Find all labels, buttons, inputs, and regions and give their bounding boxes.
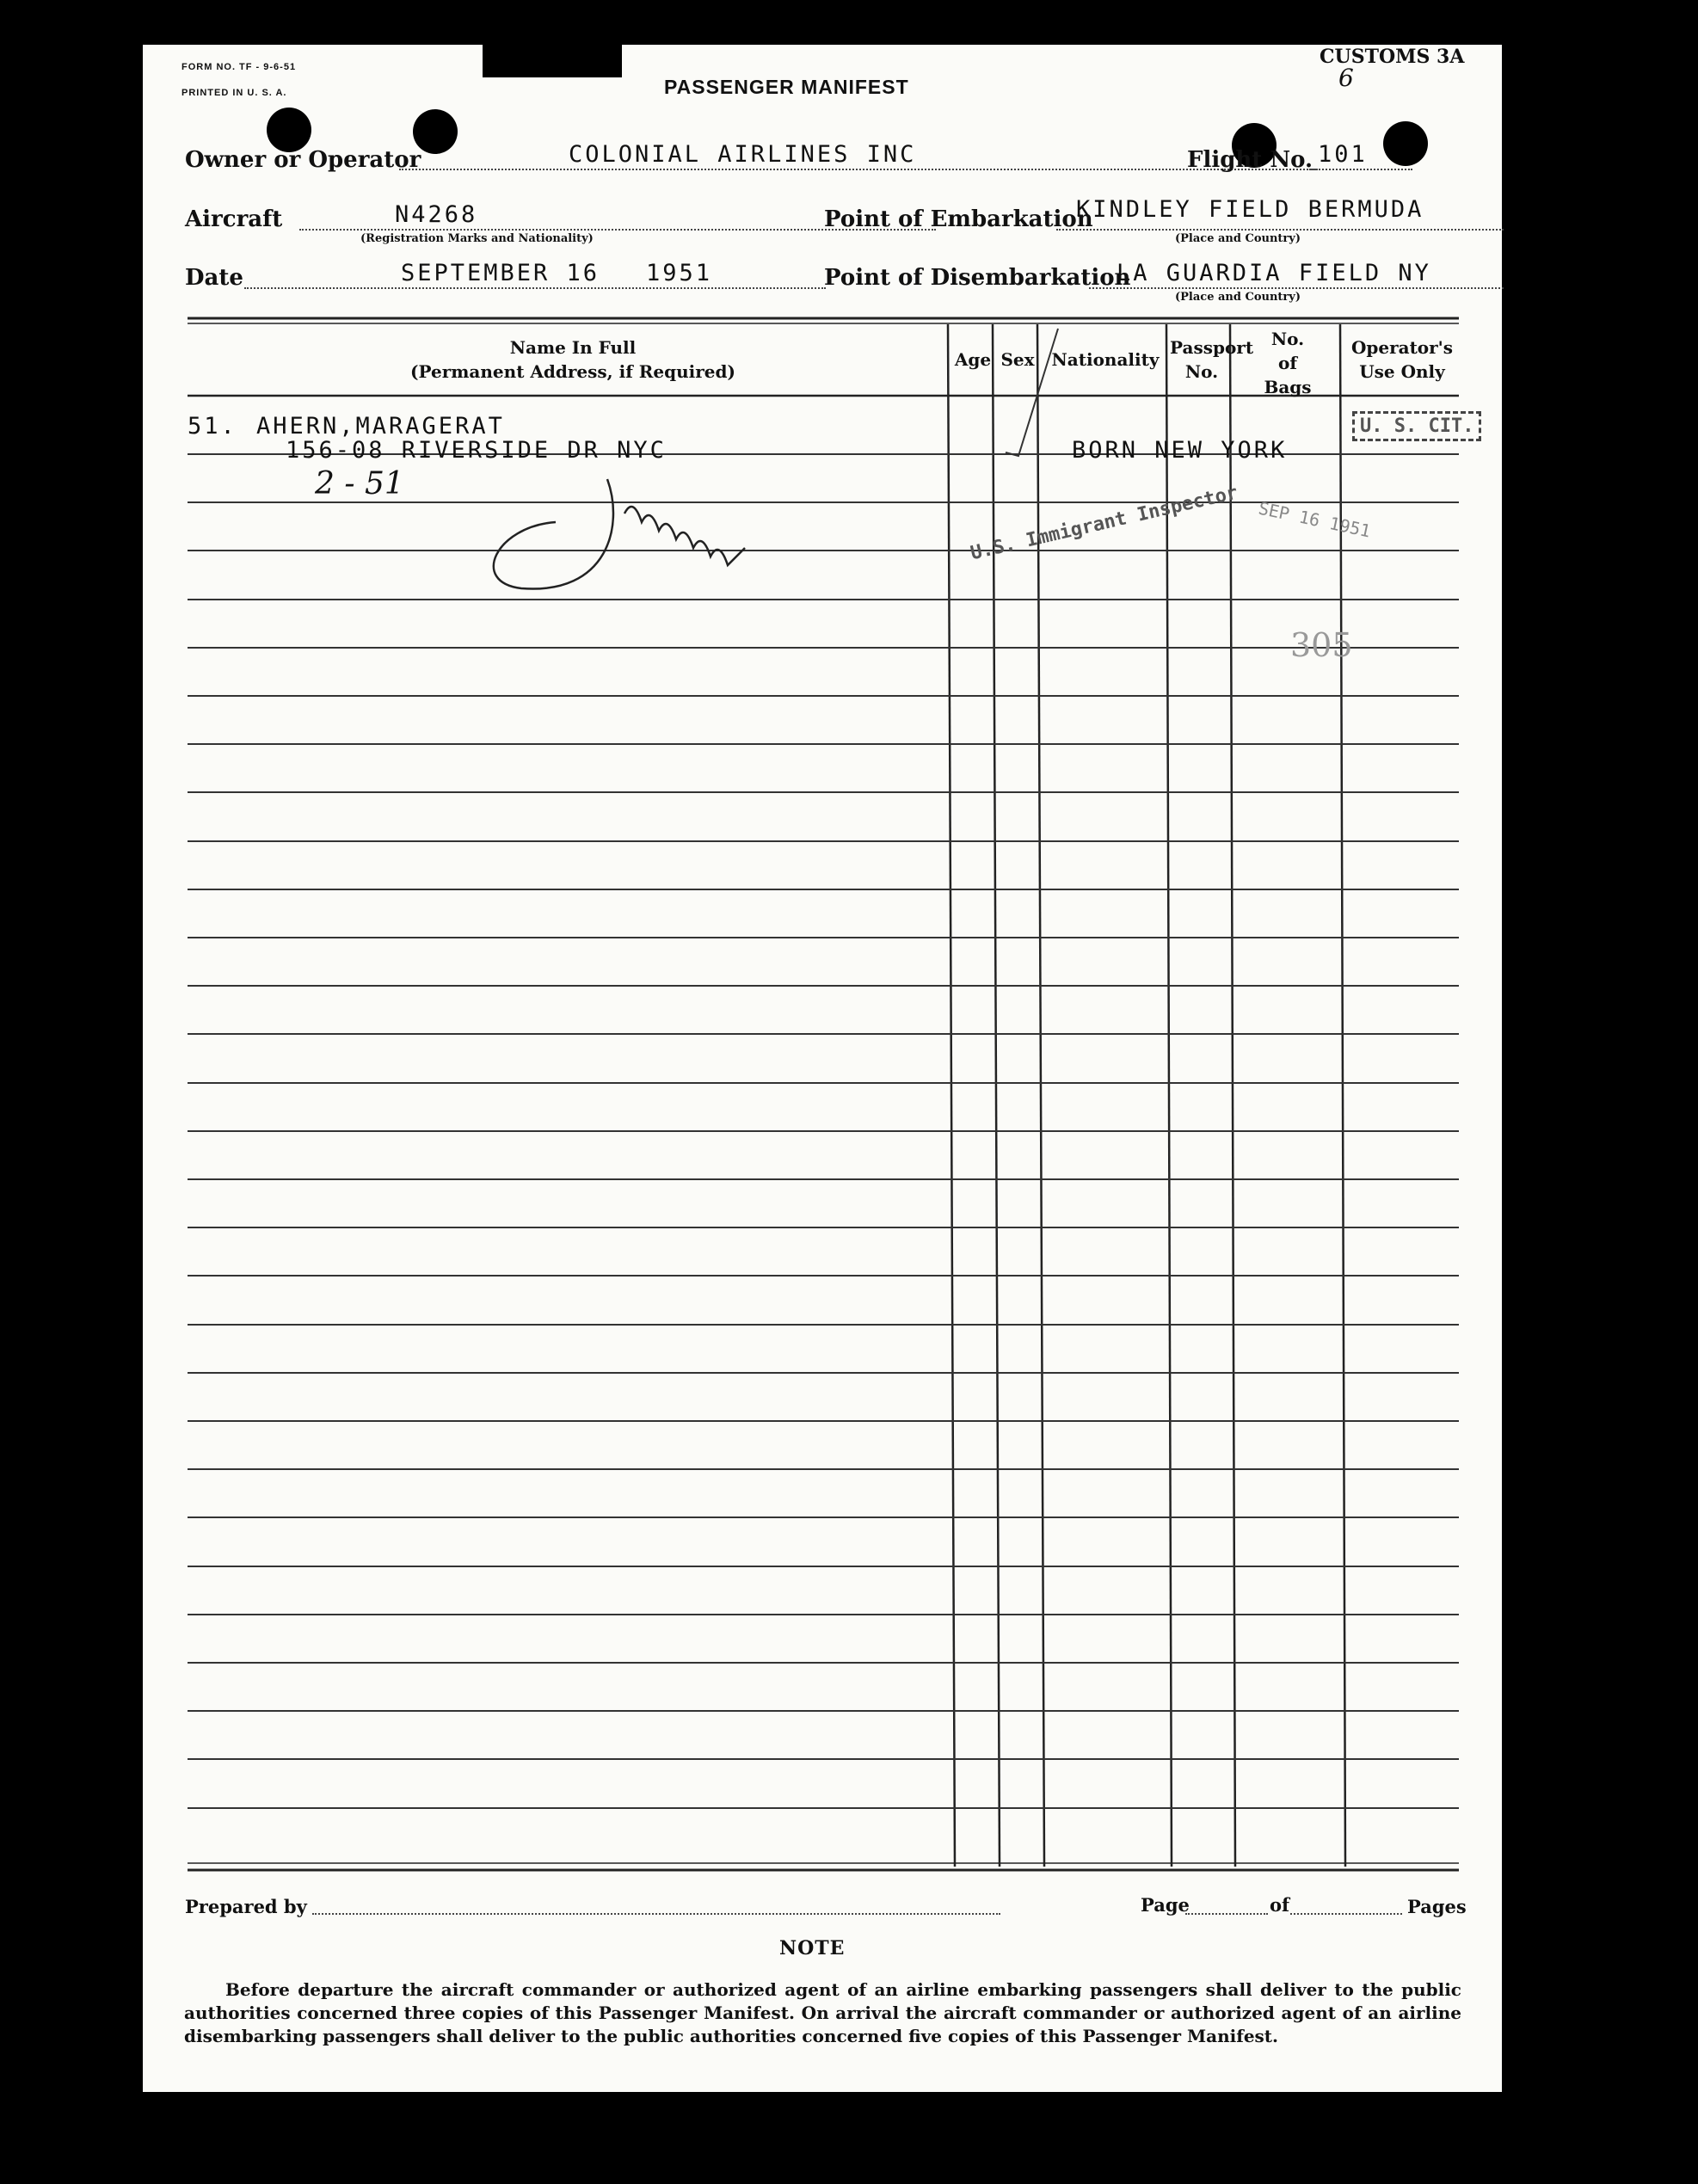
passenger-address: 156-08 RIVERSIDE DR NYC xyxy=(286,437,667,464)
flight-label: Flight No. xyxy=(1187,147,1313,173)
immigration-stamp-date: SEP 16 1951 xyxy=(1256,497,1373,542)
entry-number: 51. xyxy=(188,413,237,440)
disembark-caption: (Place and Country) xyxy=(1175,291,1301,304)
prepared-by-line xyxy=(312,1913,1000,1915)
immigration-stamp: U.S. Immigrant Inspector xyxy=(969,482,1240,565)
printed-in: PRINTED IN U. S. A. xyxy=(181,88,287,98)
date-year: 1951 xyxy=(646,260,713,286)
date-label: Date xyxy=(185,265,243,291)
page-line xyxy=(1185,1913,1268,1915)
of-label: of xyxy=(1270,1894,1290,1916)
handwritten-note: 2 - 51 xyxy=(315,466,404,501)
embark-caption: (Place and Country) xyxy=(1175,232,1301,245)
form-number: FORM NO. TF - 9-6-51 xyxy=(181,62,297,72)
page-title: PASSENGER MANIFEST xyxy=(664,76,909,98)
customs-form-id: CUSTOMS 3A xyxy=(1320,46,1465,68)
note-title: NOTE xyxy=(779,1937,846,1959)
manifest-page xyxy=(143,45,1502,2092)
aircraft-label: Aircraft xyxy=(185,206,283,232)
corner-mark: 6 xyxy=(1338,64,1354,92)
passenger-name: AHERN,MARAGERAT xyxy=(256,413,505,440)
page-label: Page xyxy=(1141,1894,1190,1916)
owner-label: Owner or Operator xyxy=(185,147,421,173)
nationality-column-header: Nationality xyxy=(1051,349,1160,370)
date-value: SEPTEMBER 16 xyxy=(401,260,600,286)
owner-value: COLONIAL AIRLINES INC xyxy=(569,141,917,168)
pages-label: Pages xyxy=(1407,1896,1467,1917)
note-text: Before departure the aircraft commander or authorized agent of an airline embarking passengers shall deliver to the public authorities concerned three copies of this Passenger Manifest. On arrival the aircraft commander or authorized agent of an airline disembarking passengers shall deliver to the public authorities concerned five copies of this Passenger Manifest. xyxy=(184,1979,1461,2046)
citizen-stamp: U. S. CIT. xyxy=(1352,411,1481,441)
operator-column-header: Operator's Use Only xyxy=(1350,337,1454,382)
sex-column-header: Sex xyxy=(1000,349,1035,370)
age-column-header: Age xyxy=(954,349,992,370)
prepared-by-label: Prepared by xyxy=(185,1896,307,1917)
embark-label: Point of Embarkation xyxy=(824,206,1093,232)
of-line xyxy=(1290,1913,1402,1915)
aircraft-caption: (Registration Marks and Nationality) xyxy=(360,232,594,245)
aircraft-value: N4268 xyxy=(395,201,478,228)
disembark-label: Point of Disembarkation xyxy=(824,265,1131,291)
flight-value: 101 xyxy=(1318,141,1368,168)
passenger-nationality: BORN NEW YORK xyxy=(1072,437,1288,464)
page-number-stamp: 305 xyxy=(1290,626,1353,664)
passport-column-header: Passport No. xyxy=(1170,337,1254,382)
embark-value: KINDLEY FIELD BERMUDA xyxy=(1076,196,1424,223)
signature-scribble xyxy=(494,479,745,589)
bags-column-header: No. of Bags xyxy=(1264,329,1312,397)
name-column-header: Name In Full (Permanent Address, if Required) xyxy=(410,337,735,382)
disembark-value: LA GUARDIA FIELD NY xyxy=(1117,260,1431,286)
